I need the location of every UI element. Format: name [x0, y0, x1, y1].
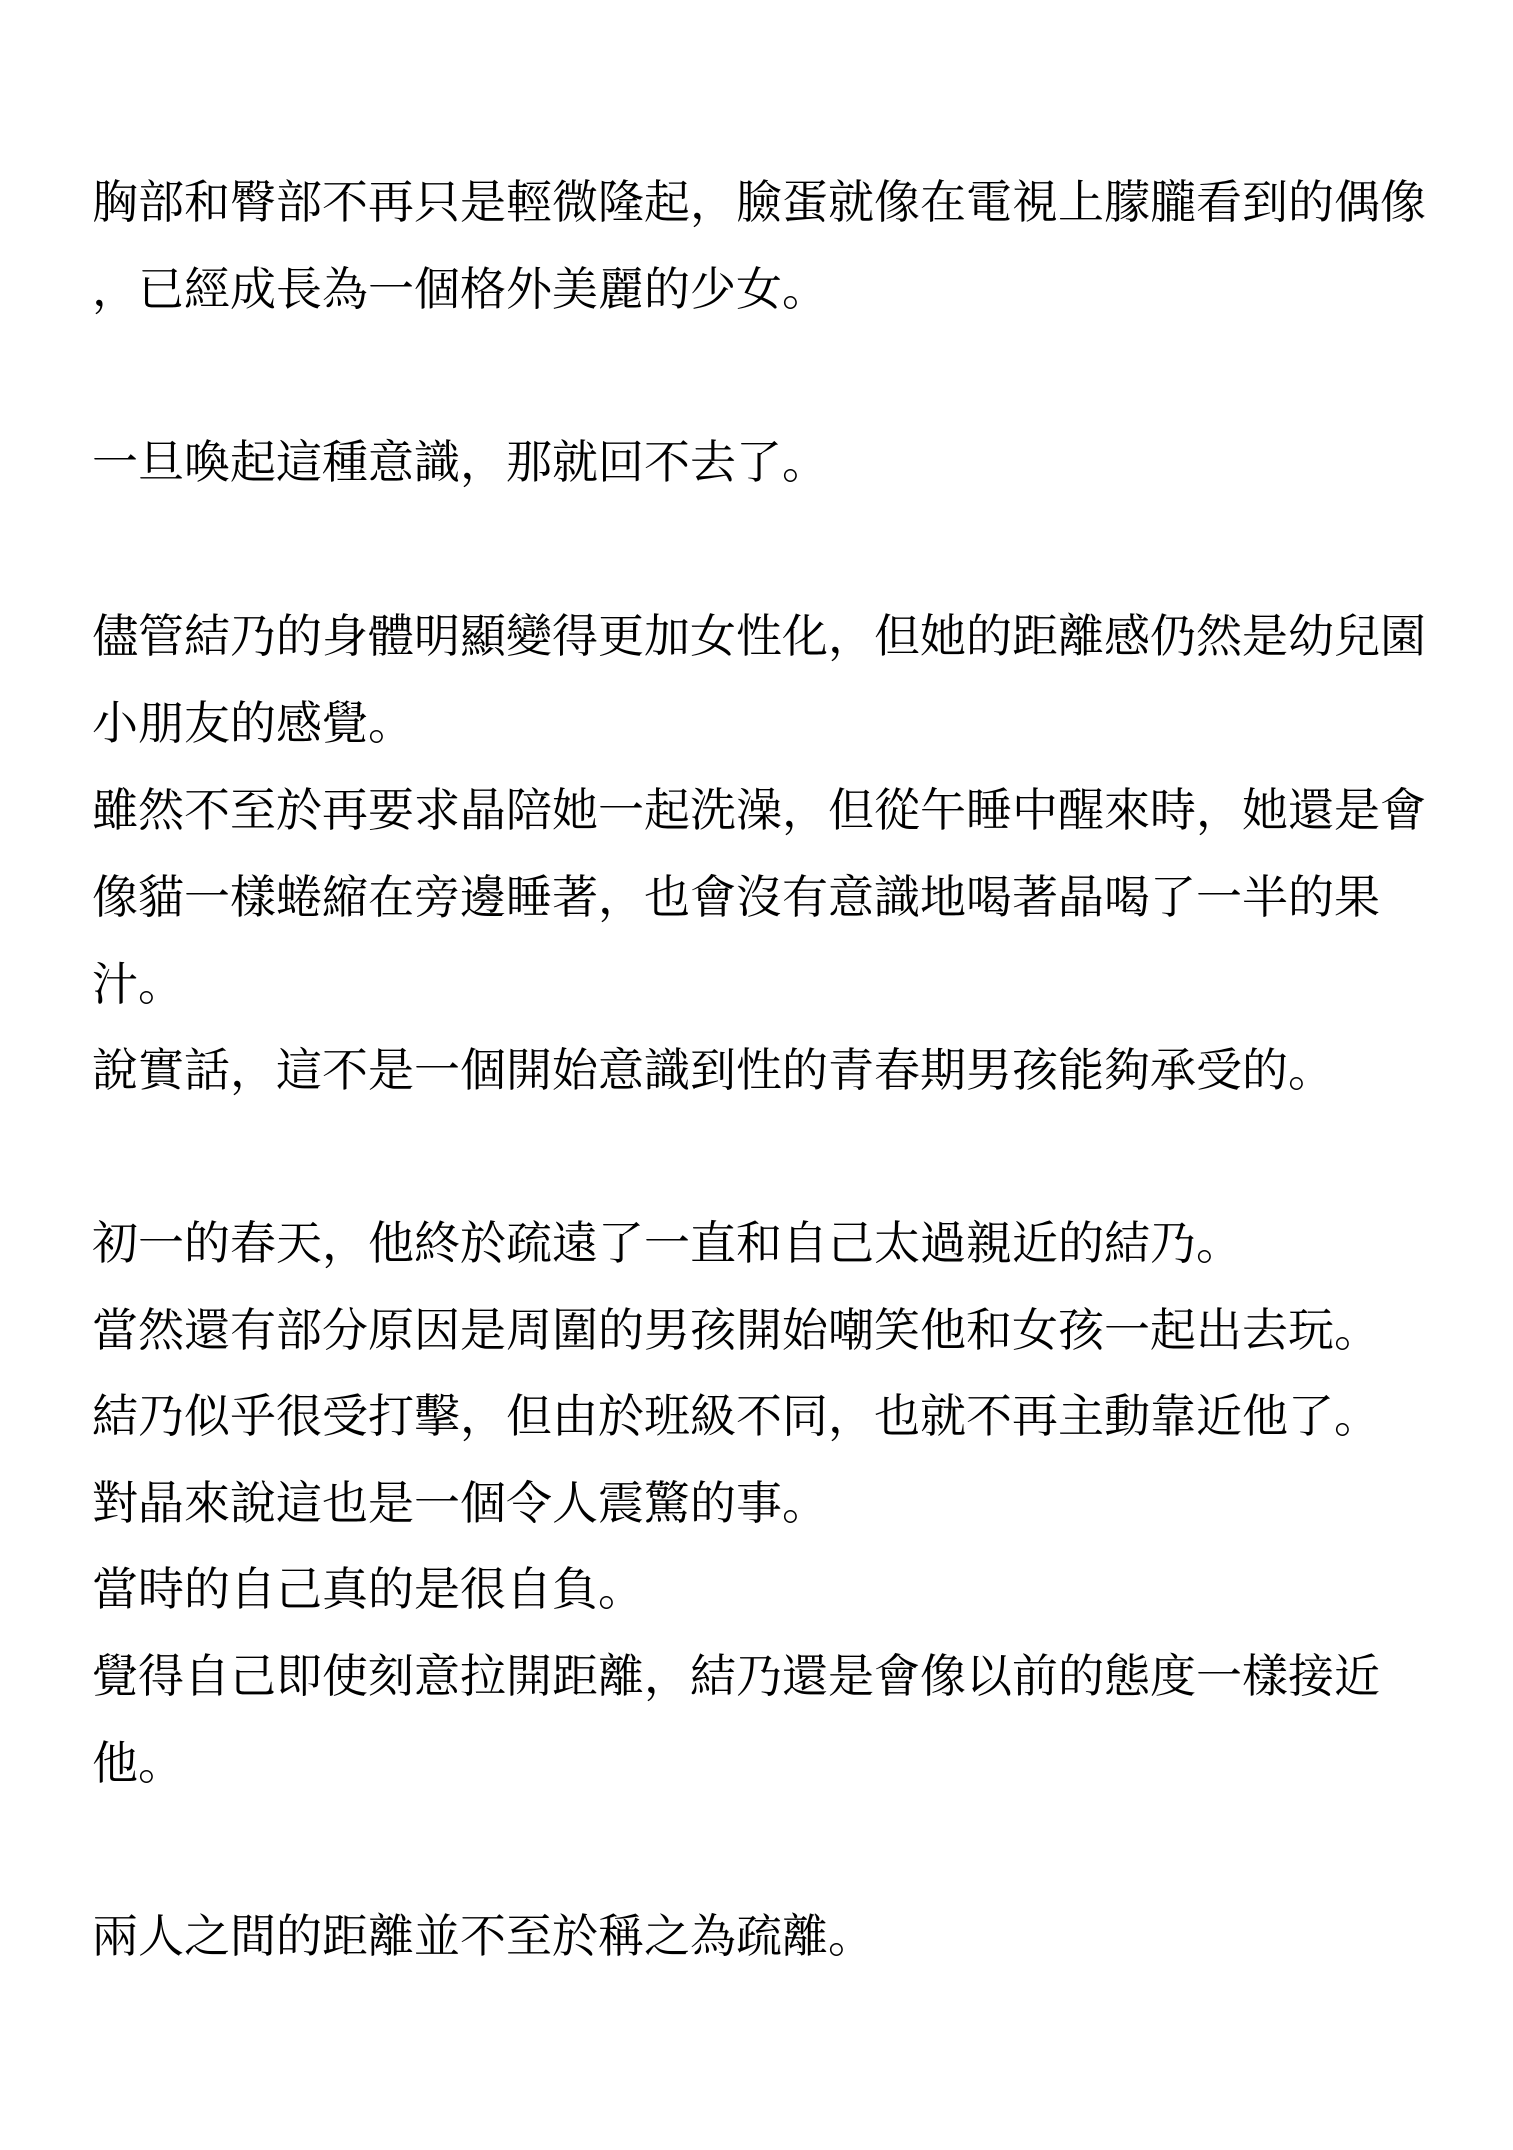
text-line: 覺得自己即使刻意拉開距離，結乃還是會像以前的態度一樣接近: [92, 1649, 1380, 1703]
text-line: 初一的春天，他終於疏遠了一直和自己太過親近的結乃。: [92, 1216, 1242, 1270]
text-line: 結乃似乎很受打擊，但由於班級不同，也就不再主動靠近他了。: [92, 1389, 1380, 1443]
text-line: 胸部和臀部不再只是輕微隆起，臉蛋就像在電視上朦朧看到的偶像: [92, 175, 1426, 229]
text-line: ，已經成長為一個格外美麗的少女。: [92, 262, 828, 316]
text-line: 一旦喚起這種意識，那就回不去了。: [92, 435, 828, 489]
text-line: 說實話，這不是一個開始意識到性的青春期男孩能夠承受的。: [92, 1043, 1334, 1097]
text-line: 當然還有部分原因是周圍的男孩開始嘲笑他和女孩一起出去玩。: [92, 1303, 1380, 1357]
text-line: 兩人之間的距離並不至於稱之為疏離。: [92, 1909, 874, 1963]
text-line: 雖然不至於再要求晶陪她一起洗澡，但從午睡中醒來時，她還是會: [92, 783, 1426, 837]
text-line: 像貓一樣蜷縮在旁邊睡著，也會沒有意識地喝著晶喝了一半的果: [92, 870, 1380, 924]
text-line: 對晶來說這也是一個令人震驚的事。: [92, 1476, 828, 1530]
text-line: 汁。: [92, 957, 184, 1011]
text-line: 當時的自己真的是很自負。: [92, 1562, 644, 1616]
text-line: 儘管結乃的身體明顯變得更加女性化，但她的距離感仍然是幼兒園: [92, 609, 1426, 663]
text-line: 小朋友的感覺。: [92, 696, 414, 750]
text-line: 他。: [92, 1736, 184, 1790]
